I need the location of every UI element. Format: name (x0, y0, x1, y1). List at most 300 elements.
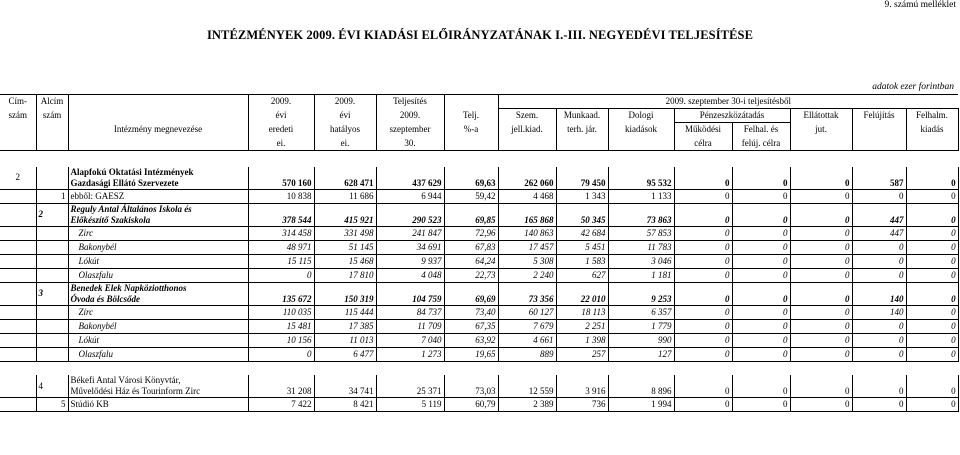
spacer-cell (906, 151, 958, 167)
row-name-line: ebből: GAESZ (70, 190, 125, 201)
cell-teljesites: 34 691 (376, 240, 444, 254)
cell-ellatottak: 0 (790, 375, 852, 398)
cell-felujitas: 0 (852, 268, 906, 282)
spacer-cell (852, 151, 906, 167)
cell-teljesites: 5 119 (376, 398, 444, 412)
header-hatalyos: ei. (314, 137, 376, 151)
row-name-line: Bakonybél (78, 320, 117, 331)
cell-felhal: 0 (732, 189, 790, 203)
cell-felhal: 0 (732, 333, 790, 347)
header-dologi: Dologi (608, 109, 674, 123)
cell-felhalm: 0 (906, 305, 958, 319)
header-pct: Telj. (444, 109, 498, 123)
cell-teljesites: 290 523 (376, 203, 444, 226)
header-eredeti: 2009. (248, 95, 314, 109)
cell-dologi: 127 (608, 347, 674, 361)
cell-pct: 69,69 (444, 282, 498, 305)
cell-hatalyos: 6 477 (314, 347, 376, 361)
row-name-line: Óvoda és Bölcsőde (70, 293, 140, 304)
cell-pct: 73,03 (444, 375, 498, 398)
cell-hatalyos: 115 444 (314, 305, 376, 319)
spacer-cell (852, 361, 906, 375)
spacer-cell (444, 151, 498, 167)
cell-pct: 19,65 (444, 347, 498, 361)
cell-dologi: 8 896 (608, 375, 674, 398)
cell-mukodesi: 0 (674, 240, 732, 254)
cell-dologi: 1 779 (608, 319, 674, 333)
cell-szem: 7 679 (498, 319, 556, 333)
spacer-cell (556, 361, 608, 375)
cell-hatalyos: 8 421 (314, 398, 376, 412)
spacer-cell (36, 361, 68, 375)
cell-szem: 140 863 (498, 226, 556, 240)
cell-hatalyos: 34 741 (314, 375, 376, 398)
cell-dologi: 9 253 (608, 282, 674, 305)
cell-felhal: 0 (732, 319, 790, 333)
row-alcim (36, 268, 68, 282)
cell-felhalm: 0 (906, 319, 958, 333)
header-penzeszk: Pénzeszközátadás (674, 109, 790, 123)
header-munk: Munkaad. (556, 109, 608, 123)
header-teljesites: szeptember (376, 123, 444, 137)
row-alcim (36, 319, 68, 333)
cell-munk: 79 450 (556, 167, 608, 190)
spacer-cell (248, 151, 314, 167)
cell-felujitas: 140 (852, 282, 906, 305)
cell-eredeti: 110 035 (248, 305, 314, 319)
table-row (0, 189, 958, 203)
cell-felujitas: 0 (852, 375, 906, 398)
row-alcim: 4 (36, 375, 68, 398)
spacer-cell (68, 361, 248, 375)
cell-felhal: 0 (732, 254, 790, 268)
header-eredeti: eredeti (248, 123, 314, 137)
cell-pct: 69,85 (444, 203, 498, 226)
cell-szem: 165 868 (498, 203, 556, 226)
cell-hatalyos: 628 471 (314, 167, 376, 190)
header-teljesites: 30. (376, 137, 444, 151)
header-felhalm: kiadás (906, 123, 958, 137)
cell-mukodesi: 0 (674, 375, 732, 398)
spacer-cell (674, 361, 732, 375)
row-name-line: Zirc (78, 306, 94, 317)
cell-pct: 60,79 (444, 398, 498, 412)
spacer-cell (444, 361, 498, 375)
header-pct: %-a (444, 123, 498, 137)
cell-mukodesi: 0 (674, 333, 732, 347)
cell-munk: 1 343 (556, 189, 608, 203)
header-felujitas (852, 137, 906, 151)
row-alcim: 1 (36, 189, 68, 203)
cell-felhal: 0 (732, 398, 790, 412)
row-alcim: 3 (36, 282, 68, 305)
cell-felhal: 0 (732, 226, 790, 240)
cell-felhal: 0 (732, 167, 790, 190)
row-alcim (36, 333, 68, 347)
cell-felhalm: 0 (906, 254, 958, 268)
cell-eredeti: 15 481 (248, 319, 314, 333)
cell-mukodesi: 0 (674, 203, 732, 226)
row-name-line: Alapfokú Oktatási Intézmények (70, 166, 194, 177)
row-cim (0, 398, 36, 412)
header-dologi (608, 137, 674, 151)
spacer-cell (556, 151, 608, 167)
cell-ellatottak: 0 (790, 167, 852, 190)
header-name (68, 109, 248, 123)
header-felhalm: Felhalm. (906, 109, 958, 123)
table-row (0, 203, 958, 226)
spacer-cell (36, 151, 68, 167)
cell-szem: 889 (498, 347, 556, 361)
row-cim (0, 203, 36, 226)
header-row (0, 137, 958, 151)
header-szem (498, 137, 556, 151)
cell-teljesites: 25 371 (376, 375, 444, 398)
row-name-line: Benedek Elek Napköziotthonos (70, 282, 187, 293)
row-name (68, 333, 248, 347)
cell-munk: 22 010 (556, 282, 608, 305)
cell-eredeti: 7 422 (248, 398, 314, 412)
header-row (0, 95, 958, 109)
cell-munk: 5 451 (556, 240, 608, 254)
cell-szem: 17 457 (498, 240, 556, 254)
header-munk (556, 137, 608, 151)
header-hatalyos: 2009. (314, 95, 376, 109)
table-row (0, 254, 958, 268)
row-alcim (36, 226, 68, 240)
cell-hatalyos: 51 145 (314, 240, 376, 254)
cell-ellatottak: 0 (790, 347, 852, 361)
row-name-line: Művelődési Ház és Tourinform Zirc (70, 386, 201, 396)
cell-hatalyos: 11 686 (314, 189, 376, 203)
header-group: 2009. szeptember 30-i teljesítésből (498, 95, 958, 109)
cell-felhalm: 0 (906, 167, 958, 190)
cell-felujitas: 0 (852, 333, 906, 347)
cell-felujitas: 0 (852, 319, 906, 333)
header-teljesites: Teljesítés (376, 95, 444, 109)
table-row (0, 333, 958, 347)
cell-mukodesi: 0 (674, 305, 732, 319)
row-cim (0, 268, 36, 282)
row-name-line: Lókút (78, 255, 100, 266)
row-name (68, 319, 248, 333)
row-alcim (36, 305, 68, 319)
row-alcim (36, 167, 68, 190)
cell-mukodesi: 0 (674, 398, 732, 412)
cell-pct: 22,73 (444, 268, 498, 282)
cell-hatalyos: 331 498 (314, 226, 376, 240)
cell-felhalm: 0 (906, 347, 958, 361)
cell-munk: 18 113 (556, 305, 608, 319)
row-cim (0, 319, 36, 333)
cell-pct: 67,35 (444, 319, 498, 333)
cell-hatalyos: 415 921 (314, 203, 376, 226)
header-hatalyos: évi (314, 109, 376, 123)
header-pct (444, 95, 498, 109)
row-alcim: 5 (36, 398, 68, 412)
cell-munk: 2 251 (556, 319, 608, 333)
row-name-line: Lókút (78, 334, 100, 345)
row-name-line: Olaszfalu (78, 269, 114, 280)
cell-felhalm: 0 (906, 333, 958, 347)
row-name-line: Olaszfalu (78, 348, 114, 359)
cell-dologi: 1 181 (608, 268, 674, 282)
row-name-line: Békefi Antal Városi Könyvtár, (70, 375, 181, 385)
table-header (0, 95, 958, 151)
row-alcim (36, 254, 68, 268)
row-name-line: Zirc (78, 227, 94, 238)
header-dologi: kiadások (608, 123, 674, 137)
header-hatalyos: hatályos (314, 123, 376, 137)
cell-hatalyos: 11 013 (314, 333, 376, 347)
cell-pct: 67,83 (444, 240, 498, 254)
row-name (68, 203, 248, 226)
header-eredeti: ei. (248, 137, 314, 151)
header-felhal: Felhal. és (732, 123, 790, 137)
table-row (0, 398, 958, 412)
header-felhal: felúj. célra (732, 137, 790, 151)
row-name (68, 375, 248, 398)
table-row (0, 167, 958, 190)
cell-mukodesi: 0 (674, 167, 732, 190)
cell-szem: 73 356 (498, 282, 556, 305)
cell-eredeti: 378 544 (248, 203, 314, 226)
header-cim (0, 123, 36, 137)
cell-mukodesi: 0 (674, 282, 732, 305)
cell-ellatottak: 0 (790, 189, 852, 203)
cell-pct: 73,40 (444, 305, 498, 319)
row-alcim (36, 347, 68, 361)
cell-szem: 4 661 (498, 333, 556, 347)
cell-hatalyos: 150 319 (314, 282, 376, 305)
header-szem: Szem. (498, 109, 556, 123)
row-name (68, 347, 248, 361)
cell-teljesites: 7 040 (376, 333, 444, 347)
row-cim (0, 347, 36, 361)
cell-szem: 60 127 (498, 305, 556, 319)
spacer-cell (376, 151, 444, 167)
unit-note: adatok ezer forintban (872, 82, 954, 92)
cell-munk: 3 916 (556, 375, 608, 398)
table-row (0, 240, 958, 254)
table-row (0, 347, 958, 361)
row-name (68, 189, 248, 203)
cell-eredeti: 570 160 (248, 167, 314, 190)
row-name (68, 282, 248, 305)
header-mukodesi: Működési (674, 123, 732, 137)
table-row (0, 226, 958, 240)
cell-mukodesi: 0 (674, 319, 732, 333)
cell-ellatottak: 0 (790, 226, 852, 240)
header-alcim (36, 137, 68, 151)
header-name (68, 95, 248, 109)
spacer-cell (790, 151, 852, 167)
cell-ellatottak: 0 (790, 333, 852, 347)
header-cim: szám (0, 109, 36, 123)
table-row (0, 268, 958, 282)
row-cim (0, 254, 36, 268)
cell-felhalm: 0 (906, 375, 958, 398)
row-cim (0, 282, 36, 305)
header-alcim: szám (36, 109, 68, 123)
table-body (0, 151, 958, 412)
cell-felujitas: 0 (852, 254, 906, 268)
cell-felujitas: 447 (852, 226, 906, 240)
spacer-cell (790, 361, 852, 375)
table-row (0, 375, 958, 398)
cell-eredeti: 31 208 (248, 375, 314, 398)
row-name (68, 226, 248, 240)
cell-felhalm: 0 (906, 203, 958, 226)
cell-teljesites: 104 759 (376, 282, 444, 305)
cell-mukodesi: 0 (674, 254, 732, 268)
row-name (68, 305, 248, 319)
cell-szem: 262 060 (498, 167, 556, 190)
cell-eredeti: 0 (248, 347, 314, 361)
header-row (0, 109, 958, 123)
row-cim (0, 240, 36, 254)
header-mukodesi: célra (674, 137, 732, 151)
row-name-line: Stúdió KB (70, 399, 109, 409)
cell-ellatottak: 0 (790, 240, 852, 254)
header-alcim (36, 123, 68, 137)
cell-hatalyos: 15 468 (314, 254, 376, 268)
cell-pct: 64,24 (444, 254, 498, 268)
spacer-row (0, 151, 958, 167)
cell-munk: 1 583 (556, 254, 608, 268)
cell-munk: 1 398 (556, 333, 608, 347)
cell-felujitas: 0 (852, 189, 906, 203)
cell-ellatottak: 0 (790, 319, 852, 333)
spacer-cell (314, 151, 376, 167)
header-felhalm (906, 137, 958, 151)
spacer-cell (0, 151, 36, 167)
row-name-line: Gazdasági Ellátó Szervezete (70, 177, 179, 188)
row-cim (0, 189, 36, 203)
cell-teljesites: 1 273 (376, 347, 444, 361)
row-alcim: 2 (36, 203, 68, 226)
row-cim (0, 305, 36, 319)
table-row (0, 282, 958, 305)
cell-ellatottak: 0 (790, 203, 852, 226)
cell-felhalm: 0 (906, 240, 958, 254)
cell-felujitas: 587 (852, 167, 906, 190)
cell-dologi: 3 046 (608, 254, 674, 268)
cell-munk: 627 (556, 268, 608, 282)
cell-hatalyos: 17 810 (314, 268, 376, 282)
row-name-line: Előkészítő Szakiskola (70, 214, 151, 225)
cell-felhal: 0 (732, 282, 790, 305)
cell-szem: 4 468 (498, 189, 556, 203)
header-felujitas: Felújítás (852, 109, 906, 123)
cell-teljesites: 241 847 (376, 226, 444, 240)
cell-eredeti: 0 (248, 268, 314, 282)
page-title: INTÉZMÉNYEK 2009. ÉVI KIADÁSI ELŐIRÁNYZATÁNAK I.-III. NEGYEDÉVI TELJESÍTÉSE (206, 28, 754, 42)
row-cim (0, 226, 36, 240)
row-name (68, 240, 248, 254)
cell-dologi: 1 133 (608, 189, 674, 203)
cell-ellatottak: 0 (790, 305, 852, 319)
spacer-cell (498, 151, 556, 167)
cell-felujitas: 0 (852, 240, 906, 254)
cell-szem: 2 240 (498, 268, 556, 282)
cell-teljesites: 84 737 (376, 305, 444, 319)
header-ellatottak: jut. (790, 123, 852, 137)
cell-hatalyos: 17 385 (314, 319, 376, 333)
cell-felujitas: 0 (852, 398, 906, 412)
row-name (68, 398, 248, 412)
cell-eredeti: 10 838 (248, 189, 314, 203)
cell-dologi: 57 853 (608, 226, 674, 240)
table-row (0, 305, 958, 319)
cell-felujitas: 140 (852, 305, 906, 319)
cell-ellatottak: 0 (790, 398, 852, 412)
cell-eredeti: 10 156 (248, 333, 314, 347)
cell-felujitas: 0 (852, 347, 906, 361)
cell-felhalm: 0 (906, 189, 958, 203)
header-row (0, 123, 958, 137)
cell-dologi: 95 532 (608, 167, 674, 190)
cell-dologi: 11 783 (608, 240, 674, 254)
cell-szem: 5 308 (498, 254, 556, 268)
cell-felhal: 0 (732, 203, 790, 226)
cell-felhal: 0 (732, 347, 790, 361)
cell-ellatottak: 0 (790, 254, 852, 268)
cell-dologi: 73 863 (608, 203, 674, 226)
cell-munk: 257 (556, 347, 608, 361)
header-pct (444, 137, 498, 151)
header-cim (0, 137, 36, 151)
cell-eredeti: 48 971 (248, 240, 314, 254)
spacer-cell (732, 151, 790, 167)
spacer-cell (674, 151, 732, 167)
spacer-cell (608, 361, 674, 375)
row-name-line: Reguly Antal Általános Iskola és (70, 203, 192, 214)
header-szem: jell.kiad. (498, 123, 556, 137)
header-name: Intézmény megnevezése (68, 123, 248, 137)
cell-teljesites: 6 944 (376, 189, 444, 203)
cell-mukodesi: 0 (674, 268, 732, 282)
cell-munk: 42 684 (556, 226, 608, 240)
cell-teljesites: 4 048 (376, 268, 444, 282)
cell-dologi: 1 994 (608, 398, 674, 412)
cell-ellatottak: 0 (790, 282, 852, 305)
cell-pct: 72,96 (444, 226, 498, 240)
spacer-cell (68, 151, 248, 167)
spacer-cell (376, 361, 444, 375)
cell-pct: 63,92 (444, 333, 498, 347)
expenditure-table (0, 94, 958, 412)
cell-eredeti: 314 458 (248, 226, 314, 240)
cell-felhal: 0 (732, 375, 790, 398)
cell-eredeti: 135 672 (248, 282, 314, 305)
cell-felhal: 0 (732, 305, 790, 319)
cell-ellatottak: 0 (790, 268, 852, 282)
cell-munk: 736 (556, 398, 608, 412)
header-munk: terh. jár. (556, 123, 608, 137)
annex-label: 9. számú melléklet (884, 0, 956, 10)
cell-felhal: 0 (732, 268, 790, 282)
header-name (68, 137, 248, 151)
header-teljesites: 2009. (376, 109, 444, 123)
cell-mukodesi: 0 (674, 347, 732, 361)
header-ellatottak (790, 137, 852, 151)
row-cim (0, 375, 36, 398)
row-name-line: Bakonybél (78, 241, 117, 252)
cell-dologi: 6 357 (608, 305, 674, 319)
row-alcim (36, 240, 68, 254)
cell-teljesites: 9 937 (376, 254, 444, 268)
